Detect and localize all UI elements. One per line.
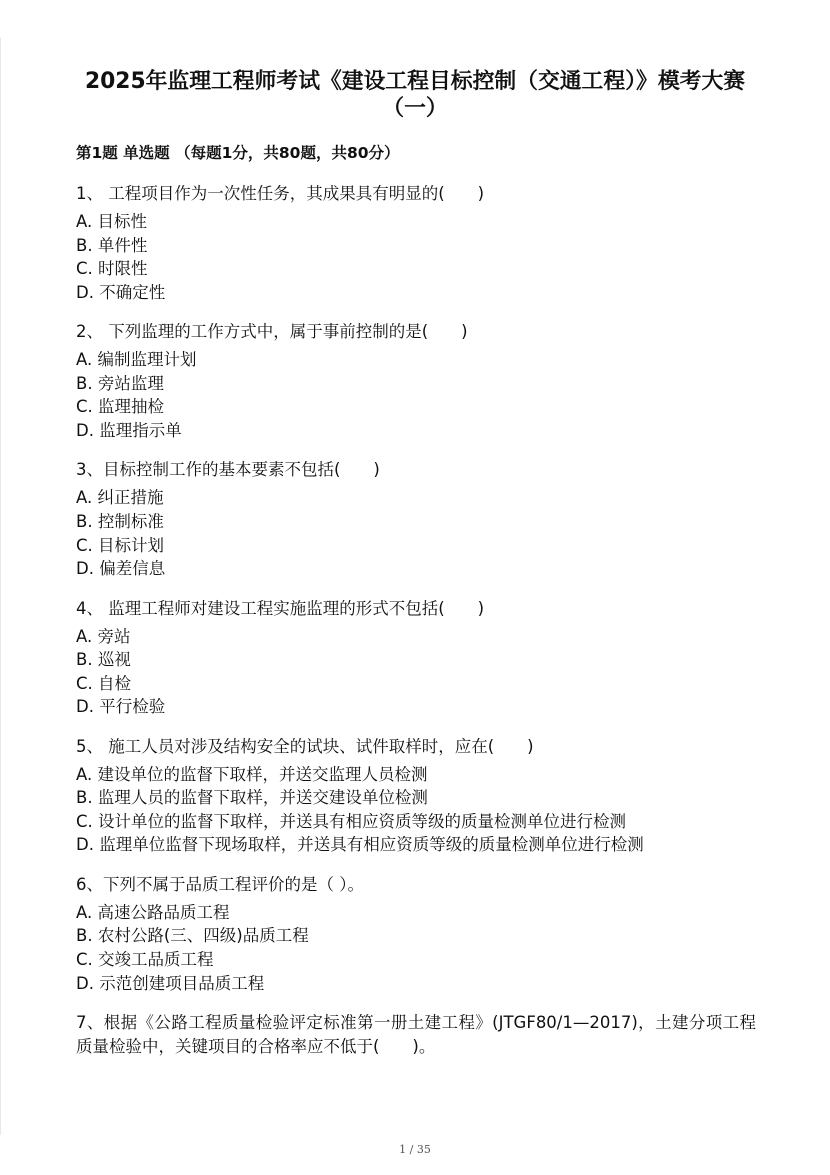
option-text: 纠正措施	[97, 488, 164, 508]
option-text: 农村公路(三、四级)品质工程	[97, 926, 309, 946]
option-key: A.	[76, 902, 93, 922]
option-text: 交竣工品质工程	[98, 950, 214, 970]
option-text: 编制监理计划	[97, 350, 197, 370]
question-stem: 3、目标控制工作的基本要素不包括( )	[76, 460, 380, 480]
section-label: 第1题 单选题	[76, 144, 170, 162]
doc-title-line2: （一）	[382, 96, 448, 121]
question-7	[76, 1011, 756, 1059]
option-text: 自检	[98, 673, 132, 693]
doc-title-line1: 2025年监理工程师考试《建设工程目标控制（交通工程）》模考大赛	[84, 69, 746, 94]
question-stem: 1、 工程项目作为一次性任务，其成果具有明显的( )	[76, 184, 485, 203]
option-key: C.	[76, 535, 93, 555]
option-key: C.	[76, 397, 93, 417]
option-a	[76, 486, 756, 510]
option-text: 偏差信息	[99, 559, 166, 579]
option-key: A.	[76, 764, 93, 784]
option-key: D.	[76, 420, 94, 440]
option-d	[76, 419, 756, 443]
option-text: 不确定性	[99, 282, 166, 302]
option-text: 平行检验	[99, 697, 166, 717]
question-stem: 2、 下列监理的工作方式中，属于事前控制的是( )	[76, 322, 468, 342]
option-c	[76, 257, 756, 281]
option-text: 高速公路品质工程	[97, 902, 230, 922]
option-text: 设计单位的监督下取样，并送具有相应资质等级的质量检测单位进行检测	[98, 811, 627, 831]
section-header	[76, 142, 400, 164]
question-stem: 5、 施工人员对涉及结构安全的试块、试件取样时，应在( )	[76, 736, 534, 756]
option-d	[76, 281, 756, 305]
option-key: B.	[76, 788, 93, 808]
question-6	[76, 873, 756, 995]
question-stem: 7、根据《公路工程质量检验评定标准第一册土建工程》(JTGF80/1—2017)，土建分项工程质量检验中，关键项目的合格率应不低于( )。	[76, 1013, 756, 1057]
option-key: B.	[76, 373, 93, 393]
option-d	[76, 695, 756, 719]
option-c	[76, 395, 756, 419]
option-a	[76, 901, 756, 925]
option-key: D.	[76, 697, 94, 717]
question-list	[76, 182, 756, 1075]
question-1	[76, 182, 756, 304]
option-key: C.	[76, 811, 93, 831]
option-text: 监理单位监督下现场取样，并送具有相应资质等级的质量检测单位进行检测	[99, 835, 644, 855]
option-a	[76, 348, 756, 372]
option-text: 旁站	[97, 626, 131, 646]
option-key: B.	[76, 235, 93, 255]
option-b	[76, 786, 756, 810]
option-text: 时限性	[98, 259, 148, 279]
doc-title	[0, 68, 830, 122]
section-note: （每题1分，共80题，共80分）	[175, 144, 400, 162]
option-key: A.	[76, 212, 93, 231]
option-text: 单件性	[97, 235, 148, 255]
option-key: B.	[76, 650, 93, 670]
question-2	[76, 320, 756, 442]
question-5	[76, 735, 756, 857]
option-c	[76, 948, 756, 972]
option-b	[76, 510, 756, 534]
option-b	[76, 234, 756, 258]
option-key: A.	[76, 488, 93, 508]
option-b	[76, 924, 756, 948]
option-text: 示范创建项目品质工程	[99, 973, 265, 993]
option-text: 监理人员的监督下取样，并送交建设单位检测	[97, 788, 428, 808]
option-key: C.	[76, 259, 93, 279]
option-text: 巡视	[97, 650, 131, 670]
option-text: 目标性	[97, 212, 148, 231]
option-d	[76, 833, 756, 857]
option-d	[76, 972, 756, 996]
option-d	[76, 557, 756, 581]
option-c	[76, 672, 756, 696]
option-key: B.	[76, 511, 93, 531]
option-key: D.	[76, 282, 94, 302]
option-text: 建设单位的监督下取样，并送交监理人员检测	[97, 764, 428, 784]
option-c	[76, 534, 756, 558]
page-number: 1 / 35	[399, 1143, 431, 1156]
option-b	[76, 372, 756, 396]
option-b	[76, 648, 756, 672]
option-text: 监理抽检	[98, 397, 165, 417]
option-text: 旁站监理	[97, 373, 164, 393]
question-stem: 4、 监理工程师对建设工程实施监理的形式不包括( )	[76, 598, 485, 618]
option-a	[76, 210, 756, 234]
option-a	[76, 763, 756, 787]
question-4	[76, 597, 756, 719]
option-key: D.	[76, 835, 94, 855]
question-stem: 6、下列不属于品质工程评价的是（ ）。	[76, 874, 364, 894]
option-key: D.	[76, 973, 94, 993]
option-c	[76, 810, 756, 834]
option-key: A.	[76, 626, 93, 646]
option-key: C.	[76, 950, 93, 970]
option-text: 目标计划	[98, 535, 165, 555]
option-text: 控制标准	[97, 511, 164, 531]
option-key: A.	[76, 350, 93, 370]
question-3	[76, 458, 756, 580]
option-a	[76, 625, 756, 649]
option-key: C.	[76, 673, 93, 693]
option-key: B.	[76, 926, 93, 946]
option-text: 监理指示单	[99, 420, 182, 440]
option-key: D.	[76, 559, 94, 579]
